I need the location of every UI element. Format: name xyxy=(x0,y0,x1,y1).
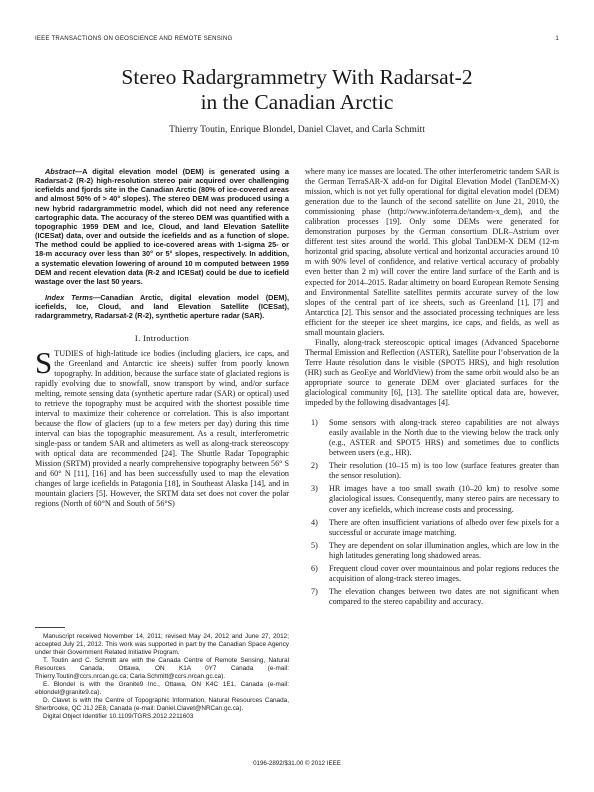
list-item xyxy=(305,484,559,514)
list-item xyxy=(305,418,559,458)
author-list: Thierry Toutin, Enrique Blondel, Daniel Clavet, and Carla Schmitt xyxy=(169,124,425,135)
list-item xyxy=(305,461,559,481)
list-item-number: 1) xyxy=(311,418,318,428)
list-item-number: 5) xyxy=(311,540,318,550)
list-item-text: HR images have a too small swath (10–20 km) to resolve some glaciological issues. Consequently, many stereo pairs are necessary to cover any icefields, which increase costs and processing. xyxy=(329,484,559,514)
abstract-block xyxy=(35,167,289,321)
index-terms-text: —Canadian Arctic, digital elevation model (DEM), icefields, Ice, Cloud, and land Elevation Satellite (ICESat), radargrammetry, Radarsat-2 (R-2), synthetic aperture radar (SAR). xyxy=(35,293,289,321)
footnote-affiliation-1: T. Toutin and C. Schmitt are with the Canada Centre of Remote Sensing, Natural Resources Canada, Ottawa, ON K1A 0Y7 Canada (e-mail: Thierry.Toutin@ccrs.nrcan.gc.ca; Carla.Schmitt@ccrs.nrcan.gc.ca). xyxy=(35,657,289,680)
footnote-manuscript: Manuscript received November 14, 2011; revised May 24, 2012 and June 27, 2012; accepted July 21, 2012. This work was supported in part by the Canadian Space Agency under their Government Related Initiative Program. xyxy=(35,633,289,656)
journal-name: IEEE TRANSACTIONS ON GEOSCIENCE AND REMOTE SENSING xyxy=(35,35,233,42)
list-item-number: 7) xyxy=(311,586,318,596)
index-terms-label: Index Terms xyxy=(45,293,93,303)
page-number: 1 xyxy=(555,35,559,42)
list-item-number: 3) xyxy=(311,484,318,494)
running-header xyxy=(35,35,559,47)
footnote-rule xyxy=(35,627,65,628)
footnote-affiliation-2: E. Blondel is with the Granite9 Inc., Ottawa, ON K4C 1E1, Canada (e-mail: eblondel@granite9.ca). xyxy=(35,681,289,696)
copyright-footer: 0196-2892/$31.00 © 2012 IEEE xyxy=(253,760,341,767)
list-item-text: There are often insufficient variations of albedo over few pixels for a successful or accurate image matching. xyxy=(329,517,559,537)
list-item xyxy=(305,587,559,607)
paper-title xyxy=(35,65,559,115)
title-line-2: in the Canadian Arctic xyxy=(200,90,394,114)
list-item xyxy=(305,564,559,584)
drop-cap: S xyxy=(35,344,53,380)
list-item-text: Frequent cloud cover over mountainous and polar regions reduces the acquisition of along-track stereo images. xyxy=(329,563,559,583)
abstract-text: —A digital elevation model (DEM) is generated using a Radarsat-2 (R-2) high-resolution stereo pair acquired over challenging icefields and fjords site in the Canadian Arctic (80% of ice-covered areas and almost 50% of > 40° slopes). The stereo DEM was produced using a new hybrid radargrammetric model, which did not need any reference cartographic data. The accuracy of the stereo DEM was quantified with a topographic 1959 DEM and Ice, Cloud, and land Elevation Satellite (ICESat) data, over and outside the icefields and as a function of slope. The method could be applied to ice-covered areas with 1-sigma 25- or 18-m accuracy over less than 30° or 5° slopes, respectively. In addition, a systematic elevation lowering of around 10 m computed between 1959 DEM and recent elevation data (R-2 and ICESat) could be due to icefield wastage over the last 50 years. xyxy=(35,167,289,286)
body-paragraph-2: Finally, along-track stereoscopic optical images (Advanced Spaceborne Thermal Emission and Reflection (ASTER), Satellite pour l’observation de la Terre Haute résolution dans le visible (SPOT5 HRS), and high resolution (HR) such as GeoEye and WorldView) from the same orbit would also be an appropriate source to generate DEM over glaciated surfaces for the glaciological community [6], [13]. The satellite optical data are, however, impeded by the following disadvantages [4]. xyxy=(305,337,559,408)
abstract-paragraph xyxy=(35,167,289,286)
list-item-text: They are dependent on solar illumination angles, which are low in the high latitudes generating long shadowed areas. xyxy=(329,540,559,560)
list-item xyxy=(305,518,559,538)
list-item-text: Their resolution (10–15 m) is too low (surface features greater than the sensor resolution). xyxy=(329,461,559,481)
footnotes xyxy=(35,627,289,721)
intro-text: TUDIES of high-latitude ice bodies (including glaciers, ice caps, and the Greenland and Antarctic ice sheets) suffer from poorly known topography. In addition, because the surface state of glaciated regions is rapidly evolving due to snowfall, snow transport by wind, and/or surface melting, remote sensing data (synthetic aperture radar (SAR) or optical) used to retrieve the topography must be acquired with the shortest possible time interval to maximize their coherence or correlation. This is also important because the flow of glaciers (up to a few meters per day) during this time interval can bias the topographic measurement. As a result, interferometric single-pass or tandem SAR and altimeters as well as along-track stereoscopy with optical data are recommended [24]. The Shuttle Radar Topographic Mission (SRTM) provided a nearly comprehensive topography between 56° S and 60° N [11], [16] and has been successfully used to map the elevation changes of large icefields in Patagonia [18], in Southeast Alaska [14], and in mountain glaciers [5]. However, the SRTM data set does not cover the polar regions (North of 60°N and South of 56°S) xyxy=(35,348,289,509)
list-item-number: 2) xyxy=(311,461,318,471)
intro-paragraph xyxy=(35,344,289,510)
body-paragraph-1: where many ice masses are located. The other interferometric tandem SAR is the German TerraSAR-X add-on for Digital Elevation Model (TanDEM-X) mission, which is not yet fully operational for digital elevation model (DEM) generation due to the launch of the second satellite on June 21, 2010, the commissioning phase (http://www.infoterra.de/tandem-x_dem), and the calibration processes [19]. Only some DEMs were generated for demonstration purposes by the German consortium DLR–Astrium over different test sites around the world. This global TanDEM-X DEM (12-m horizontal grid spacing, absolute vertical and horizontal accuracies around 10 m with 90% level of confidence, and relative vertical accuracy of probably even better than 2 m) will cover the entire land surface of the Earth and is expected for 2014–2015. Radar altimetry on board European Remote Sensing and Environmental Satellite satellites permits accurate survey of the low slopes of the central part of ice sheets, such as Greenland [1], [7] and Antarctica [2]. This sensor and the associated processing techniques are less efficient for the steeper ice sheet margins, ice caps, and fields, as well as small mountain glaciers. xyxy=(305,167,559,337)
footnote-doi: Digital Object Identifier 10.1109/TGRS.2012.2211603 xyxy=(43,713,194,720)
list-item-number: 4) xyxy=(311,517,318,527)
list-item-number: 6) xyxy=(311,563,318,573)
footnote-affiliation-3: D. Clavet is with the Centre of Topographic Information, Natural Resources Canada, Sherbrooke, QC J1J 2E8, Canada (e-mail: Daniel.Clavet@NRCan.gc.ca). xyxy=(35,697,289,712)
list-item-text: The elevation changes between two dates are not significant when compared to the stereo capability and accuracy. xyxy=(329,586,559,606)
section-heading-introduction: I. Introduction xyxy=(134,332,190,343)
list-item-text: Some sensors with along-track stereo capabilities are not always easily available in the North due to the viewing below the track only (e.g., ASTER and SPOT5 HRS) and sometimes due to conflicts between users (e.g., HR). xyxy=(329,418,559,458)
abstract-label: Abstract xyxy=(45,167,75,176)
right-column xyxy=(305,167,559,610)
index-terms-paragraph xyxy=(35,293,289,320)
disadvantages-list xyxy=(305,418,559,607)
title-line-1: Stereo Radargrammetry With Radarsat-2 xyxy=(121,65,473,89)
left-column xyxy=(35,167,289,509)
list-item xyxy=(305,541,559,561)
